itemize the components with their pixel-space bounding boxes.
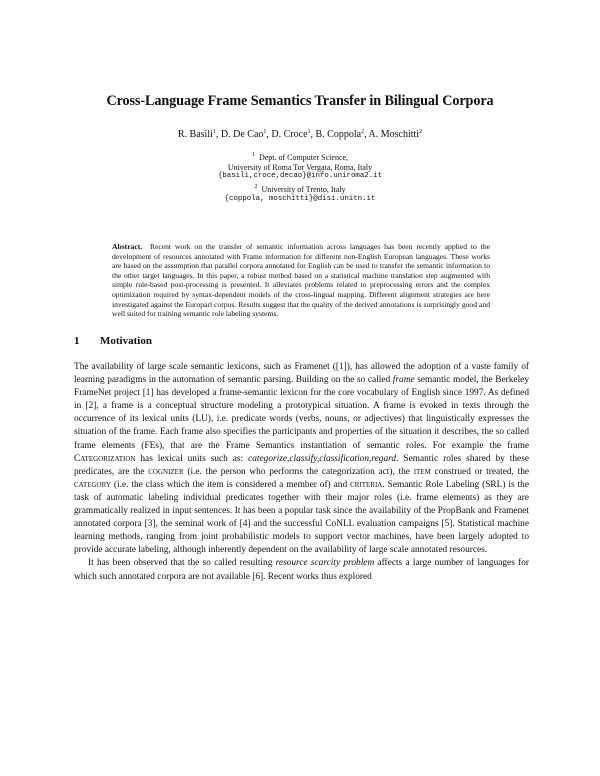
abstract-text: Recent work on the transfer of semantic information across languages has been recently applied to the development of resources annotated with Frame information for different non-English European languages. These works are based on the assumption that parallel corpora annotated for English can be used to transfer the semantic information to the other target languages. In this paper, a robust method based on a statistical machine translation step augmented with simple rule-based post-processing is presented. It alleviates problems related to preprocessing errors and the complex optimization required by syntax-dependent models of the cross-lingual mapping. Different alignment strategies are here investigated against the Europarl corpus. Results suggest that the quality of the derived annotations is surprisingly good and well suited for training semantic role labeling systems. — [112, 242, 490, 319]
email: {basili,croce,decao}@info.uniroma2.it — [217, 172, 383, 180]
abstract — [112, 242, 490, 319]
author: B. Coppola$^2$ — [315, 129, 365, 140]
author: A. Moschitti$^2$ — [368, 129, 423, 140]
paragraph: The availability of large scale semantic lexicons, such as Framenet ([1]), has allowed the adoption of a vaste family of learning paradigms in the automation of semantic parsing. Building on the so called frame semantic model, the Berkeley FrameNet project [1] has developed a frame-semantic lexicon for the core vocabulary of English since 1997. As defined in [2], a frame is a conceptual structure modeling a prototypical situation. A frame is evoked in texts through the occurrence of its lexical units (LU), i.e. predicate words (verbs, nouns, or adjectives) that linguistically expresses the situation of the frame. Each frame also specifies the participants and properties of the situation it describes, the so called frame elements (FEs), that are the Frame Semantics instantiation of semantic roles. For example the frame Categorization has lexical units such as: categorize,classify,classification,regard. Semantic roles shared by these predicates, are the cognizer (i.e. the person who performs the categorization act), the item construed or treated, the category (i.e. the class which the item is considered a member of) and criteria. Semantic Role Labeling (SRL) is the task of automatic labeling individual predicates together with their major roles (i.e. frame elements) as they are grammatically realized in input sentences. It has been a popular task since the availability of the PropBank and Framenet annotated corpora [3], the seminal work of [4] and the successful CoNLL evaluation campaigns [5]. Statistical machine learning methods, ranging from joint probabilistic models to support vector machines, have been largely adopted to provide accurate labeling, although inherently dependent on the availability of large scale annotated resources. — [74, 362, 530, 556]
abstract-label: Abstract. — [112, 242, 143, 251]
author-list: R. Basili$^1$, D. De Cao$^1$, D. Croce$^1$, B. Coppola$^2$, A. Moschitti$^2$ — [177, 129, 423, 140]
author: D. Croce$^1$ — [271, 129, 311, 140]
author: R. Basili$^1$ — [177, 129, 216, 140]
body-text — [74, 361, 529, 584]
section-heading: 1 Motivation — [74, 335, 152, 347]
author: D. De Cao$^1$ — [220, 129, 267, 140]
affiliation-2: $^2$ University of Trento, Italy {coppola, moschitti}@disi.unitn.it — [0, 183, 600, 204]
paper-title: Cross-Language Frame Semantics Transfer in Bilingual Corpora — [106, 93, 494, 109]
paragraph: It has been observed that the so called resulting resource scarcity problem affects a large number of languages for which such annotated corpora are not available [6]. Recent works thus explored — [74, 558, 530, 582]
email: {coppola, moschitti}@disi.unitn.it — [224, 194, 376, 203]
affiliation-1: $^1$ Dept. of Computer Science, University of Roma Tor Vergata, Roma, Italy {basili,croce,decao}@info.uniroma2.it — [0, 151, 600, 182]
